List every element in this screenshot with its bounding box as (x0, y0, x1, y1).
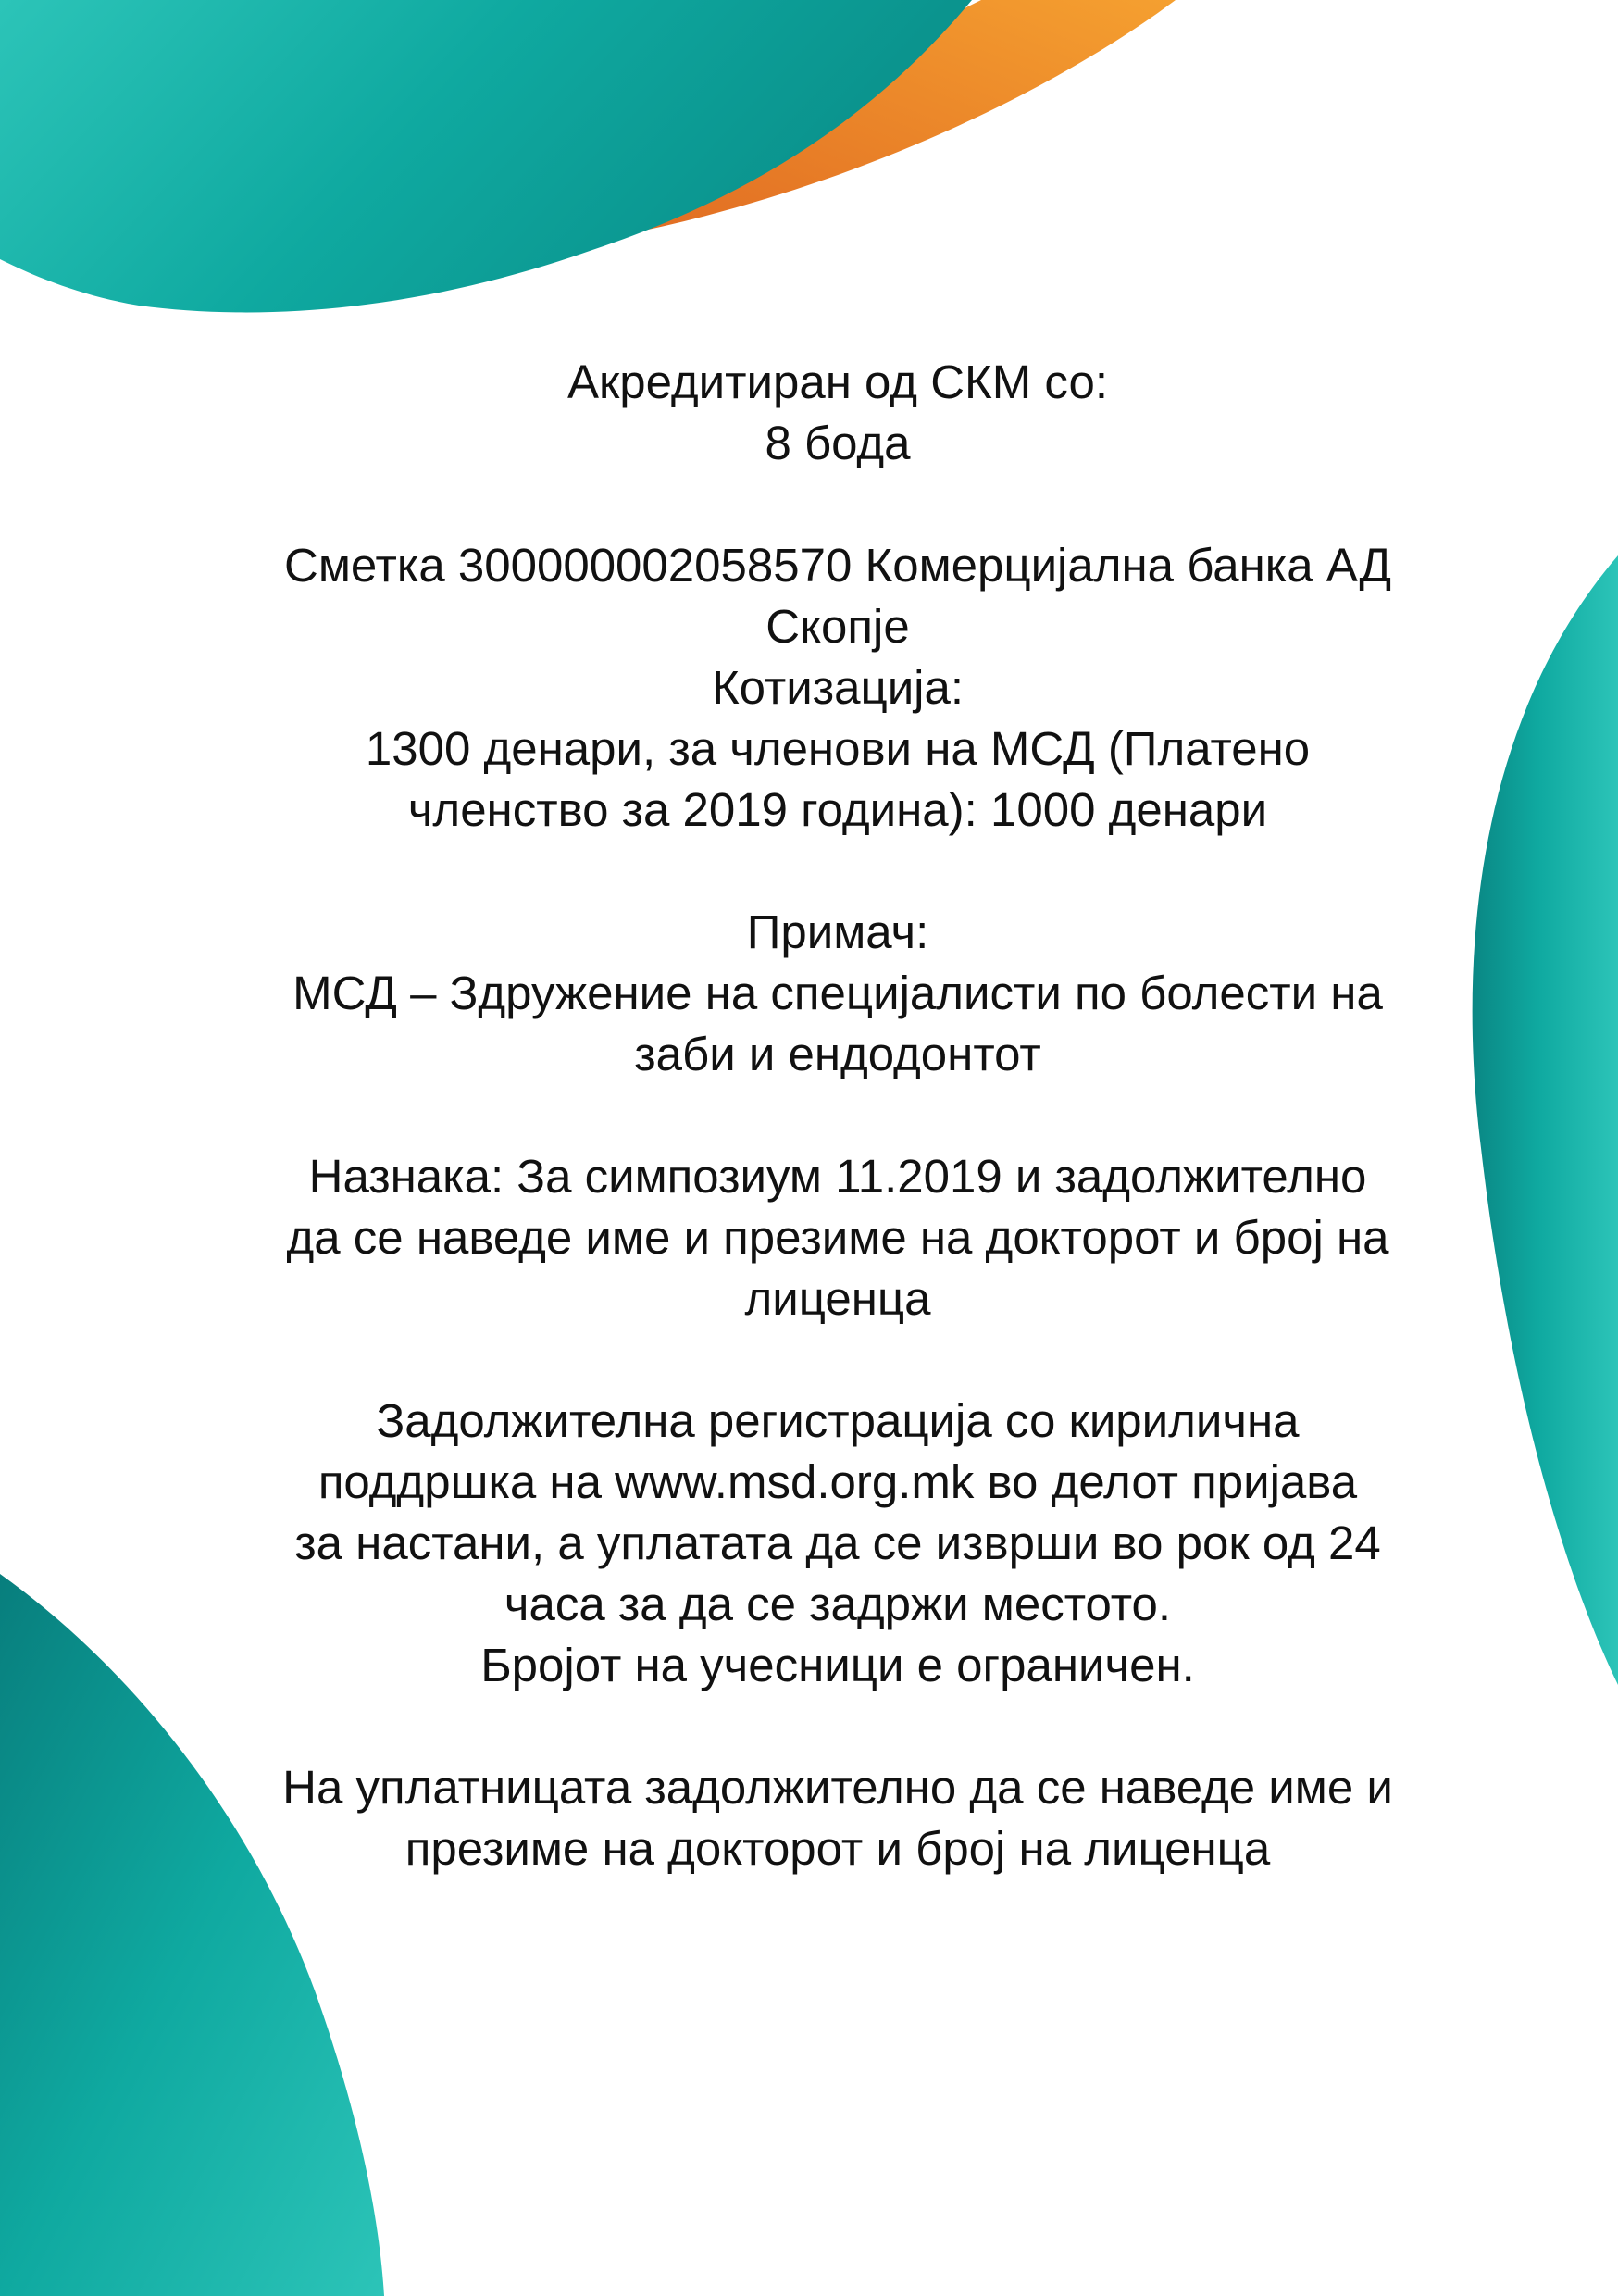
text-line: Котизација: (711, 661, 965, 714)
text-line: часа за да се задржи местото. (504, 1578, 1172, 1630)
text-line: Сметка 300000002058570 Комерцијална банка АД (283, 539, 1391, 592)
text-line: На уплатницата задолжително да се наведе име и (282, 1761, 1393, 1814)
recipient-block (241, 902, 1435, 1085)
registration-block (241, 1391, 1435, 1696)
text-line: 1300 денари, за членови на МСД (Платено (365, 722, 1311, 775)
text-line: лиценца (744, 1272, 931, 1325)
text-line: Примач: (746, 905, 929, 958)
info-text (241, 352, 1435, 1940)
accreditation-block (241, 352, 1435, 474)
purpose-block (241, 1146, 1435, 1329)
text-line: 8 бода (765, 417, 911, 469)
text-line: поддршка на www.msd.org.mk во делот пријава (317, 1455, 1358, 1508)
text-line: МСД – Здружение на специјалисти по болести на (292, 967, 1383, 1019)
teal-swoosh-right-shape (1473, 555, 1618, 1685)
text-line: Бројот на учесници е ограничен. (480, 1639, 1195, 1691)
text-line: Назнака: За симпозиум 11.2019 и задолжително (308, 1150, 1367, 1203)
text-line: членство за 2019 година): 1000 денари (407, 783, 1268, 836)
text-line: презиме на докторот и број на лиценца (404, 1822, 1271, 1875)
text-line: Задолжителна регистрација со кирилична (376, 1394, 1300, 1447)
account-block (241, 535, 1435, 841)
text-line: Скопје (765, 600, 910, 653)
text-line: заби и ендодонтот (634, 1028, 1041, 1080)
text-line: за настани, а уплатата да се изврши во рок од 24 (294, 1516, 1381, 1569)
text-line: Акредитиран од СКМ со: (566, 356, 1109, 408)
payment-note-block (241, 1757, 1435, 1879)
text-line: да се наведе име и презиме на докторот и број на (286, 1211, 1389, 1264)
